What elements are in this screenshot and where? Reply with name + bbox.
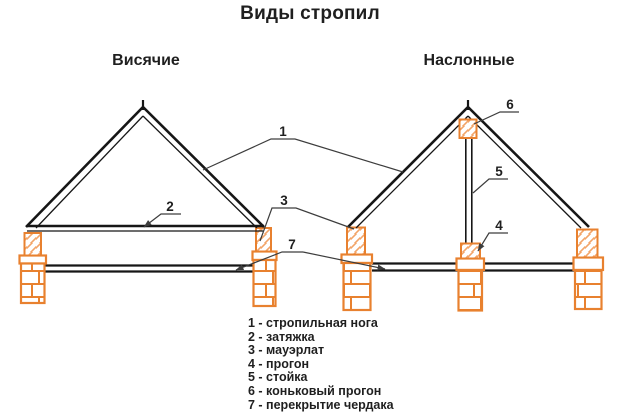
legend-item: 1 - стропильная нога [248,316,378,330]
legend-item: 7 - перекрытие чердака [248,397,394,412]
callout-number: 5 [495,164,503,179]
callout-number: 3 [280,193,288,208]
legend-item: 6 - коньковый прогон [248,383,382,398]
post [466,138,472,244]
mauerlat-block [577,230,598,258]
callout-4 [478,218,508,251]
rafter-leg [26,107,143,228]
legend-item: 3 - мауэрлат [248,343,325,358]
brick-pier [574,258,604,310]
callout-number: 6 [506,97,514,112]
mauerlat-block [347,228,365,255]
leader-line [478,233,508,251]
rafter-leg [468,107,589,228]
callout-5 [473,164,508,193]
callout-1 [203,124,403,172]
rafter-leg [143,107,264,228]
leader-line [473,179,508,193]
callout-number: 7 [288,237,296,252]
callout-2 [144,199,181,227]
legend-item: 2 - затяжка [248,329,315,344]
purlin-block [461,244,480,259]
leader-line [203,139,403,172]
ridge-purlin-block [460,120,477,139]
brick-pier [457,259,485,311]
hanging-truss [20,100,277,306]
section-label-layered: Наслонные [423,52,515,69]
mauerlat-block [25,233,42,256]
leader-line [260,208,354,241]
callout-3 [260,193,354,241]
section-label-hanging: Висячие [112,52,180,69]
page-title: Виды стропил [240,3,380,24]
legend-item: 4 - прогон [248,356,310,371]
callout-number: 4 [495,218,503,233]
brick-pier [20,256,47,304]
callout-number: 1 [279,124,287,139]
layered-truss [342,100,604,311]
legend [248,317,394,412]
legend-item: 5 - стойка [248,370,308,385]
attic-beam [44,266,253,272]
brick-pier [253,252,277,307]
callout-number: 2 [166,199,174,214]
rafter-leg [348,107,468,228]
tie-beam [27,226,264,231]
